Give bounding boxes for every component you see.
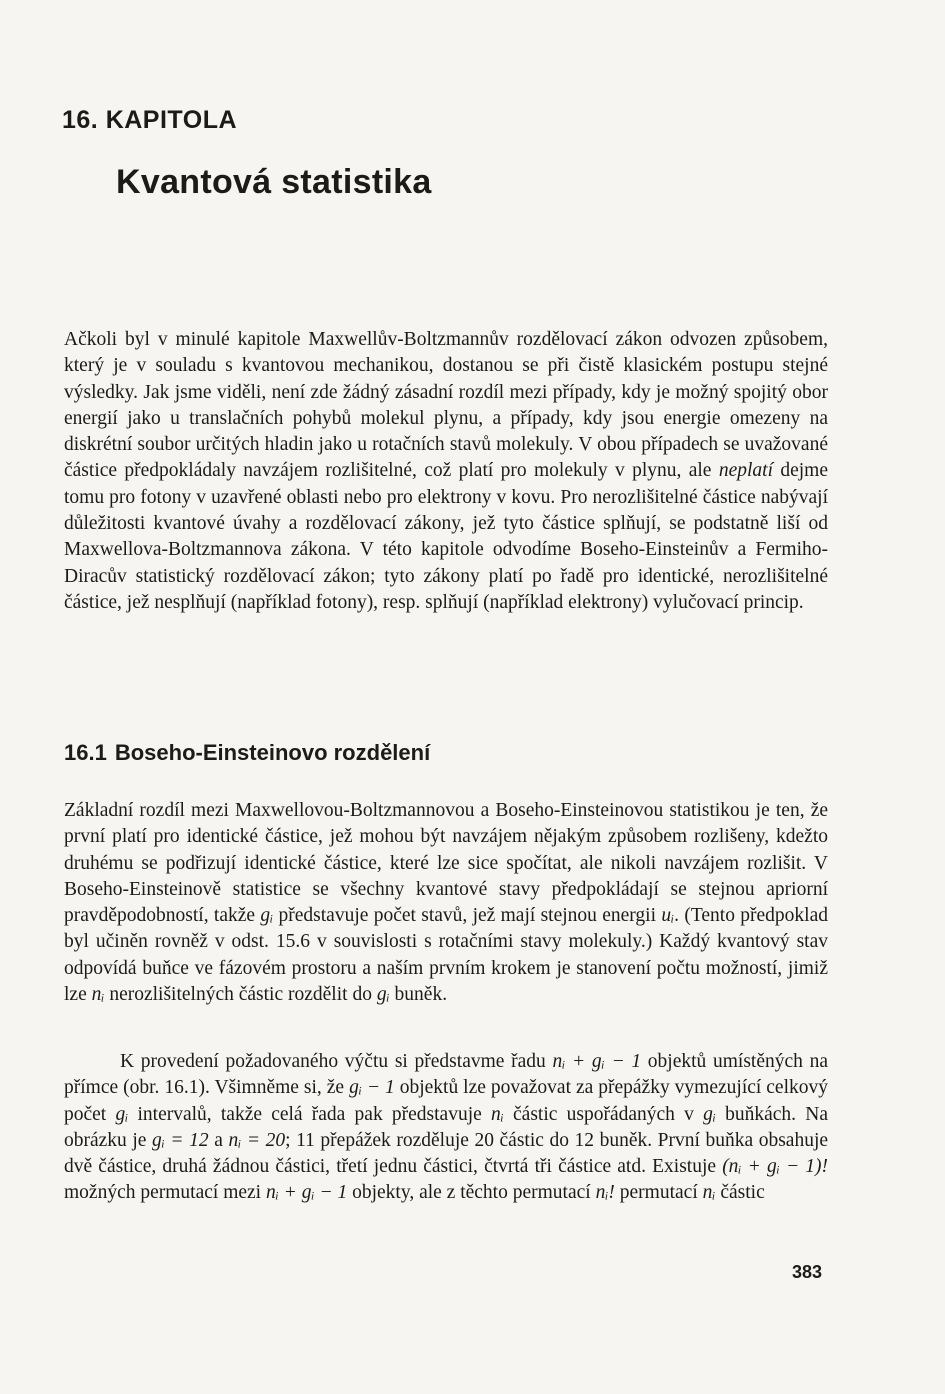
math-symbol: gᵢ — [115, 1103, 129, 1125]
section-title: Boseho-Einsteinovo rozdělení — [114, 740, 431, 765]
text-span: objektů lze považovat za přepážky vymezující celkový počet — [64, 1077, 829, 1125]
math-symbol: uᵢ — [661, 905, 675, 927]
text-span: částic uspořádaných v — [513, 1103, 694, 1125]
text-span: intervalů, takže celá řada pak představuje — [137, 1103, 482, 1125]
text-span: buňkách. Na obrázku je — [64, 1103, 828, 1151]
math-expression: gᵢ = 12 — [152, 1129, 209, 1151]
text-span: možných permutací mezi — [64, 1182, 262, 1204]
paragraph-basic-difference — [64, 798, 828, 1008]
intro-text-2: dejme tomu pro fotony v uzavřené oblasti nebo pro elektrony v kovu. Pro nerozlišitelné částice nabývají důležitosti kvantové úvahy a rozdělovací zákony, jež tyto částice splňují, se podstatně liší od Maxwellova-Boltzmannova zákona. V této kapitole odvodíme Boseho-Einsteinův a Fermiho-Diracův statistický rozdělovací zákon; tyto zákony platí po řadě pro identické, nerozlišitelné částice, jež nesplňují (například fotony), resp. splňují (například elektrony) vylučovací princip. — [64, 460, 829, 613]
math-symbol: nᵢ — [490, 1103, 504, 1125]
text-span: a — [214, 1129, 223, 1151]
section-number: 16.1 — [64, 740, 107, 765]
page-number: 383 — [792, 1262, 823, 1282]
chapter-label: 16. KAPITOLA — [62, 106, 238, 134]
text-span: . (Tento předpoklad byl učiněn rovněž v odst. 15.6 v souvislosti s rotačními stavy molekuly.) Každý kvantový stav odpovídá buňce ve fázovém prostoru a naším prvním krokem je stanovení počtu možností, jimiž lze — [64, 905, 828, 1006]
math-symbol: nᵢ — [91, 984, 105, 1006]
intro-emphasis: neplatí — [718, 460, 773, 482]
math-symbol: gᵢ — [703, 1103, 716, 1125]
section-heading — [64, 740, 430, 766]
math-symbol: gᵢ — [376, 984, 390, 1006]
intro-text-1: Ačkoli byl v minulé kapitole Maxwellův-Boltzmannův rozdělovací zákon odvozen způsobem, který je v souladu s kvantovou mechanikou, dostanou se při čistě klasickém postupu stejné výsledky. Jak jsme viděli, není zde žádný zásadní rozdíl mezi případy, kdy je možný spojitý obor energií jako u translačních pohybů molekul plynu, a případy, kdy jsou energie omezeny na diskrétní soubor určitých hladin jako u rotačních stavů molekuly. V obou případech se uvažované částice předpokládaly navzájem rozlišitelné, což platí pro molekuly v plynu, ale — [64, 329, 828, 482]
math-expression: nᵢ = 20 — [228, 1129, 286, 1151]
text-span: objektů umístěných na přímce (obr. 16.1). Všimněme si, že — [64, 1051, 829, 1099]
text-span: částic — [720, 1182, 765, 1204]
text-span: ; 11 přepážek rozděluje 20 částic do 12 buněk. První buňka obsahuje dvě částice, druhá žádnou částici, třetí jednu částici, čtvrtá tři částice atd. Existuje — [64, 1129, 829, 1178]
text-span: objekty, ale z těchto permutací — [352, 1182, 591, 1204]
math-symbol: gᵢ — [260, 905, 274, 927]
text-span: Základní rozdíl mezi Maxwellovou-Boltzmannovou a Boseho-Einsteinovou statistikou je ten, že první platí pro identické částice, jež mohou být navzájem nějakým způsobem rozlišeny, kdežto druhému se podřizují identické částice, které lze sice spočítat, ale nikoli navzájem rozlišit. V Boseho-Einsteinově statistice se všechny kvantové stavy předpokládají se stejnou apriorní pravděpodobností, takže — [64, 800, 828, 927]
text-span: nerozlišitelných částic rozdělit do — [109, 984, 372, 1006]
paragraph-enumeration — [64, 1049, 828, 1207]
text-span: K provedení požadovaného výčtu si představme řadu — [120, 1051, 546, 1072]
text-span: buněk. — [394, 984, 448, 1006]
math-expression: gᵢ − 1 — [349, 1077, 395, 1099]
text-span: permutací — [619, 1182, 698, 1204]
math-expression: nᵢ + gᵢ − 1 — [552, 1051, 642, 1072]
math-expression: (nᵢ + gᵢ − 1)! — [722, 1156, 829, 1178]
chapter-title: Kvantová statistika — [116, 163, 432, 201]
text-span: představuje počet stavů, jež mají stejnou energii — [278, 905, 657, 927]
math-expression: nᵢ + gᵢ − 1 — [265, 1182, 348, 1204]
math-symbol: nᵢ — [702, 1182, 716, 1204]
math-expression: nᵢ! — [595, 1182, 615, 1204]
intro-paragraph — [64, 327, 828, 616]
